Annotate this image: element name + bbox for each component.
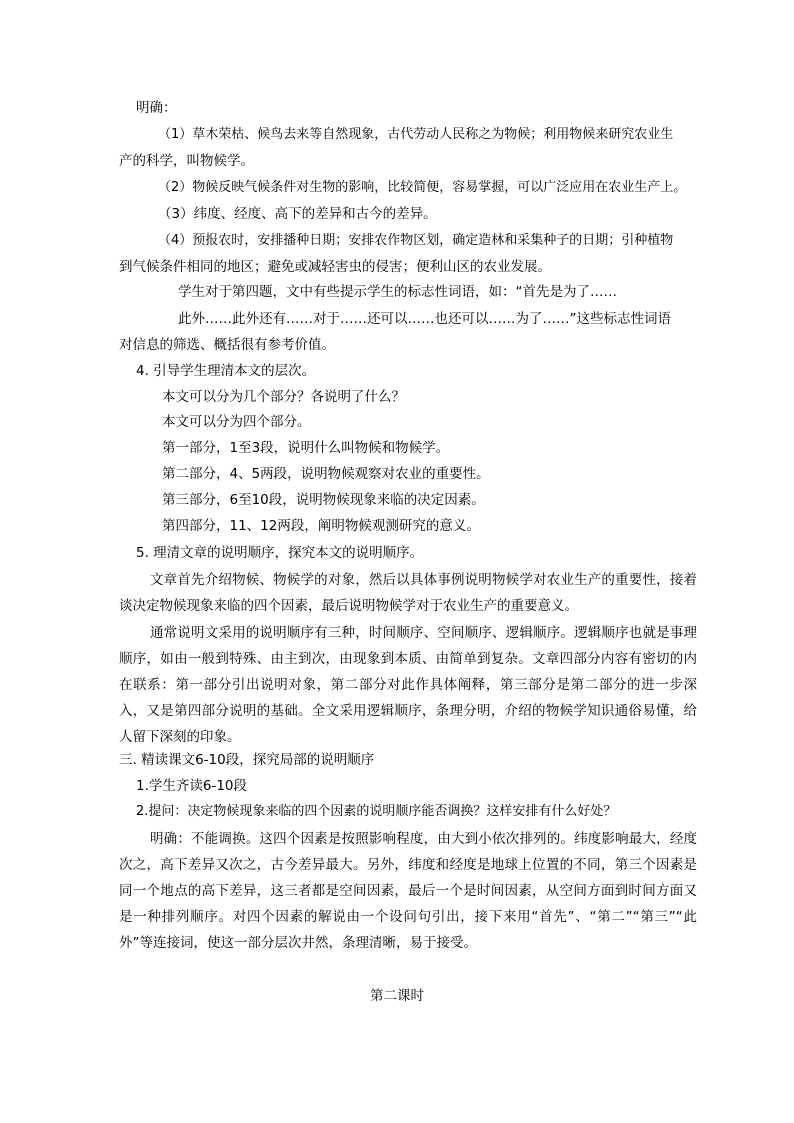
answer-item-4-line-2: 到气候条件相同的地区；避免或减轻害虫的侵害；便利山区的农业发展。: [119, 259, 551, 275]
paragraph-logical-order: 通常说明文采用的说明顺序有三种，时间顺序、空间顺序、逻辑顺序。逻辑顺序也就是事理顺序，如由一般到特殊、由主到次，由现象到本质、由简单到复杂。文章四部分内容有密切的内在联系：第一部分引出说明对象，第二部分对此作具体阐释，第三部分是第二部分的进一步深入，又是第四部分说明的基础。全文采用逻辑顺序，条理分明，介绍的物候学知识通俗易懂，给人留下深刻的印象。: [119, 625, 697, 745]
answer-item-2: （2）物候反映气候条件对生物的影响，比较简便，容易掌握，可以广泛应用在农业生产上。: [158, 180, 687, 195]
part-1: 第一部分，1至3段，说明什么叫物候和物候学。: [162, 440, 450, 456]
section-3-title: 三. 精读课文6-10段，探究局部的说明顺序: [119, 752, 375, 768]
step-4-question: 本文可以分为几个部分？各说明了什么？: [162, 389, 405, 405]
q4-note-line-3: 对信息的筛选、概括很有参考价值。: [119, 337, 335, 353]
paragraph-factor-order: 明确：不能调换。这四个因素是按照影响程度，由大到小依次排列的。纬度影响最大，经度次之，高下差异又次之，古今差异最大。另外，纬度和经度是地球上位置的不同，第三个因素是同一个地点的高下差异，这三者都是空间因素，最后一个是时间因素，从空间方面到时间方面又是一种排列顺序。对四个因素的解说由一个设问句引出，接下来用“首先”、“第二”“第三”“此外”等连接词，使这一部分层次井然，条理清晰，易于接受。: [119, 831, 697, 951]
step-5-title: 5. 理清文章的说明顺序，探究本文的说明顺序。: [136, 545, 424, 561]
paragraph-order-summary: 文章首先介绍物候、物候学的对象，然后以具体事例说明物候学对农业生产的重要性，接着谈决定物候现象来临的四个因素，最后说明物候学对于农业生产的重要意义。: [119, 572, 697, 614]
answer-item-3: （3）纬度、经度、高下的差异和古今的差异。: [158, 206, 437, 222]
answer-item-1-line-2: 产的科学，叫物候学。: [119, 153, 254, 169]
section-3-item-2: 2.提问：决定物候现象来临的四个因素的说明顺序能否调换？这样安排有什么好处？: [136, 804, 617, 819]
part-2: 第二部分，4、5两段，说明物候观察对农业的重要性。: [162, 466, 490, 482]
answer-item-1-line-1: （1）草木荣枯、候鸟去来等自然现象，古代劳动人民称之为物候；利用物候来研究农业生: [158, 127, 674, 142]
mingque-label: 明确：: [136, 100, 177, 116]
part-4: 第四部分，11、12两段，阐明物候观测研究的意义。: [162, 518, 480, 534]
step-4-answer: 本文可以分为四个部分。: [162, 414, 311, 430]
step-4-title: 4. 引导学生理清本文的层次。: [136, 363, 316, 379]
q4-note-line-1: 学生对于第四题，文中有些提示学生的标志性词语，如：“首先是为了……: [178, 284, 617, 300]
answer-item-4-line-1: （4）预报农时，安排播种日期；安排农作物区划，确定造林和采集种子的日期；引种植物: [158, 233, 674, 248]
part-3: 第三部分，6至10段，说明物候现象来临的决定因素。: [162, 492, 485, 508]
lesson-2-title: 第二课时: [370, 988, 424, 1004]
q4-note-line-2: 此外……此外还有……对于……还可以……也还可以……为了……”这些标志性词语: [178, 311, 671, 327]
section-3-item-1: 1.学生齐读6-10段: [136, 778, 248, 794]
